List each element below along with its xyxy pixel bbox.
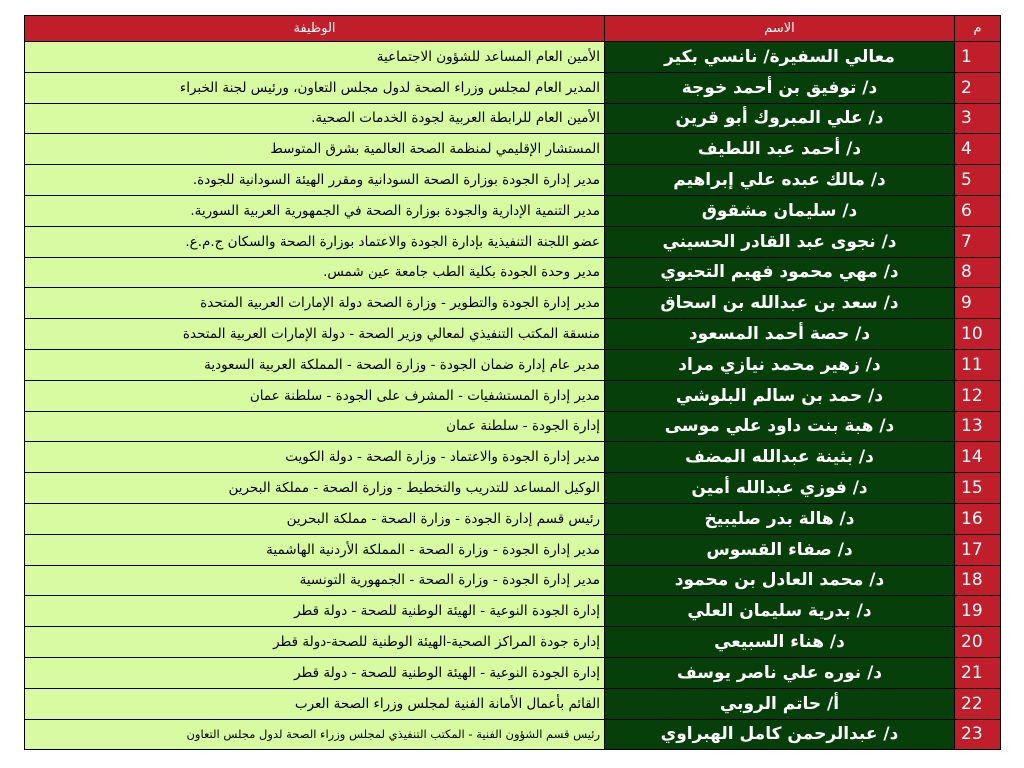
table-row <box>25 165 1001 196</box>
table-row <box>25 103 1001 134</box>
header-num: م <box>955 16 1001 42</box>
header-row <box>25 16 1001 42</box>
name-cell: د/ بدرية سليمان العلي <box>605 596 955 627</box>
name-cell: د/ بثينة عبدالله المضف <box>605 442 955 473</box>
name-cell: د/ نجوى عبد القادر الحسيني <box>605 226 955 257</box>
table-row <box>25 226 1001 257</box>
number-cell: 7 <box>955 226 1001 257</box>
table-row <box>25 257 1001 288</box>
job-cell: المستشار الإقليمي لمنظمة الصحة العالمية بشرق المتوسط <box>25 134 605 165</box>
table-row <box>25 349 1001 380</box>
number-cell: 17 <box>955 534 1001 565</box>
number-cell: 20 <box>955 627 1001 658</box>
table-row <box>25 42 1001 73</box>
job-cell: منسقة المكتب التنفيذي لمعالي وزير الصحة - دولة الإمارات العربية المتحدة <box>25 319 605 350</box>
job-cell: إدارة الجودة النوعية - الهيئة الوطنية للصحة - دولة قطر <box>25 596 605 627</box>
number-cell: 9 <box>955 288 1001 319</box>
name-cell: د/ زهير محمد نيازي مراد <box>605 349 955 380</box>
table-row <box>25 657 1001 688</box>
name-cell: د/ توفيق بن أحمد خوجة <box>605 72 955 103</box>
number-cell: 8 <box>955 257 1001 288</box>
number-cell: 15 <box>955 473 1001 504</box>
header-name: الاسم <box>605 16 955 42</box>
table-row <box>25 380 1001 411</box>
number-cell: 22 <box>955 688 1001 719</box>
name-cell: د/ أحمد عبد اللطيف <box>605 134 955 165</box>
name-cell: د/ هبة بنت داود علي موسى <box>605 411 955 442</box>
name-cell: د/ صفاء القسوس <box>605 534 955 565</box>
table-row <box>25 411 1001 442</box>
job-cell: مدير إدارة الجودة والتطوير - وزارة الصحة دولة الإمارات العربية المتحدة <box>25 288 605 319</box>
job-cell: رئيس قسم إدارة الجودة - وزارة الصحة - مملكة البحرين <box>25 503 605 534</box>
table-row <box>25 503 1001 534</box>
number-cell: 12 <box>955 380 1001 411</box>
number-cell: 19 <box>955 596 1001 627</box>
job-cell: إدارة الجودة - سلطنة عمان <box>25 411 605 442</box>
job-cell: إدارة الجودة النوعية - الهيئة الوطنية للصحة - دولة قطر <box>25 657 605 688</box>
job-cell: الأمين العام المساعد للشؤون الاجتماعية <box>25 42 605 73</box>
job-cell: رئيس قسم الشؤون الفنية - المكتب التنفيذي لمجلس وزراء الصحة لدول مجلس التعاون <box>25 719 605 750</box>
job-cell: مدير إدارة الجودة - وزارة الصحة - الجمهورية التونسية <box>25 565 605 596</box>
job-cell: مدير إدارة المستشفيات - المشرف على الجودة - سلطنة عمان <box>25 380 605 411</box>
table-row <box>25 596 1001 627</box>
name-cell: د/ مهي محمود فهيم التحيوي <box>605 257 955 288</box>
name-cell: د/ هالة بدر صليبيخ <box>605 503 955 534</box>
table-row <box>25 72 1001 103</box>
number-cell: 16 <box>955 503 1001 534</box>
name-cell: د/ عبدالرحمن كامل الهبراوي <box>605 719 955 750</box>
number-cell: 18 <box>955 565 1001 596</box>
number-cell: 1 <box>955 42 1001 73</box>
table-row <box>25 688 1001 719</box>
table-row <box>25 473 1001 504</box>
number-cell: 3 <box>955 103 1001 134</box>
job-cell: مدير التنمية الإدارية والجودة بوزارة الصحة في الجمهورية العربية السورية. <box>25 195 605 226</box>
table-row <box>25 534 1001 565</box>
number-cell: 13 <box>955 411 1001 442</box>
table-row <box>25 288 1001 319</box>
name-cell: د/ سعد بن عبدالله بن اسحاق <box>605 288 955 319</box>
name-cell: د/ نوره علي ناصر يوسف <box>605 657 955 688</box>
number-cell: 6 <box>955 195 1001 226</box>
number-cell: 21 <box>955 657 1001 688</box>
table-row <box>25 195 1001 226</box>
members-table <box>24 15 1001 750</box>
name-cell: د/ حصة أحمد المسعود <box>605 319 955 350</box>
number-cell: 4 <box>955 134 1001 165</box>
table-row <box>25 319 1001 350</box>
table-row <box>25 565 1001 596</box>
header-job: الوظيفة <box>25 16 605 42</box>
job-cell: مدير وحدة الجودة بكلية الطب جامعة عين شمس. <box>25 257 605 288</box>
number-cell: 14 <box>955 442 1001 473</box>
job-cell: الوكيل المساعد للتدريب والتخطيط - وزارة الصحة - مملكة البحرين <box>25 473 605 504</box>
job-cell: الأمين العام للرابطة العربية لجودة الخدمات الصحية. <box>25 103 605 134</box>
name-cell: د/ مالك عبده علي إبراهيم <box>605 165 955 196</box>
job-cell: مدير إدارة الجودة والاعتماد - وزارة الصحة - دولة الكويت <box>25 442 605 473</box>
name-cell: د/ سليمان مشقوق <box>605 195 955 226</box>
number-cell: 5 <box>955 165 1001 196</box>
name-cell: د/ محمد العادل بن محمود <box>605 565 955 596</box>
table-row <box>25 442 1001 473</box>
name-cell: د/ علي المبروك أبو قرين <box>605 103 955 134</box>
name-cell: د/ حمد بن سالم البلوشي <box>605 380 955 411</box>
job-cell: مدير إدارة الجودة - وزارة الصحة - المملكة الأردنية الهاشمية <box>25 534 605 565</box>
table-row <box>25 134 1001 165</box>
job-cell: مدير عام إدارة ضمان الجودة - وزارة الصحة - المملكة العربية السعودية <box>25 349 605 380</box>
job-cell: القائم بأعمال الأمانة الفنية لمجلس وزراء الصحة العرب <box>25 688 605 719</box>
name-cell: د/ فوزي عبدالله أمين <box>605 473 955 504</box>
job-cell: المدير العام لمجلس وزراء الصحة لدول مجلس التعاون، ورئيس لجنة الخبراء <box>25 72 605 103</box>
name-cell: د/ هناء السبيعي <box>605 627 955 658</box>
table-row <box>25 627 1001 658</box>
name-cell: معالي السفيرة/ نانسي بكير <box>605 42 955 73</box>
table-row <box>25 719 1001 750</box>
name-cell: أ/ حاتم الروبي <box>605 688 955 719</box>
job-cell: مدير إدارة الجودة بوزارة الصحة السودانية ومقرر الهيئة السودانية للجودة. <box>25 165 605 196</box>
number-cell: 23 <box>955 719 1001 750</box>
number-cell: 2 <box>955 72 1001 103</box>
job-cell: إدارة جودة المراكز الصحية-الهيئة الوطنية للصحة-دولة قطر <box>25 627 605 658</box>
job-cell: عضو اللجنة التنفيذية بإدارة الجودة والاعتماد بوزارة الصحة والسكان ج.م.ع. <box>25 226 605 257</box>
number-cell: 10 <box>955 319 1001 350</box>
number-cell: 11 <box>955 349 1001 380</box>
